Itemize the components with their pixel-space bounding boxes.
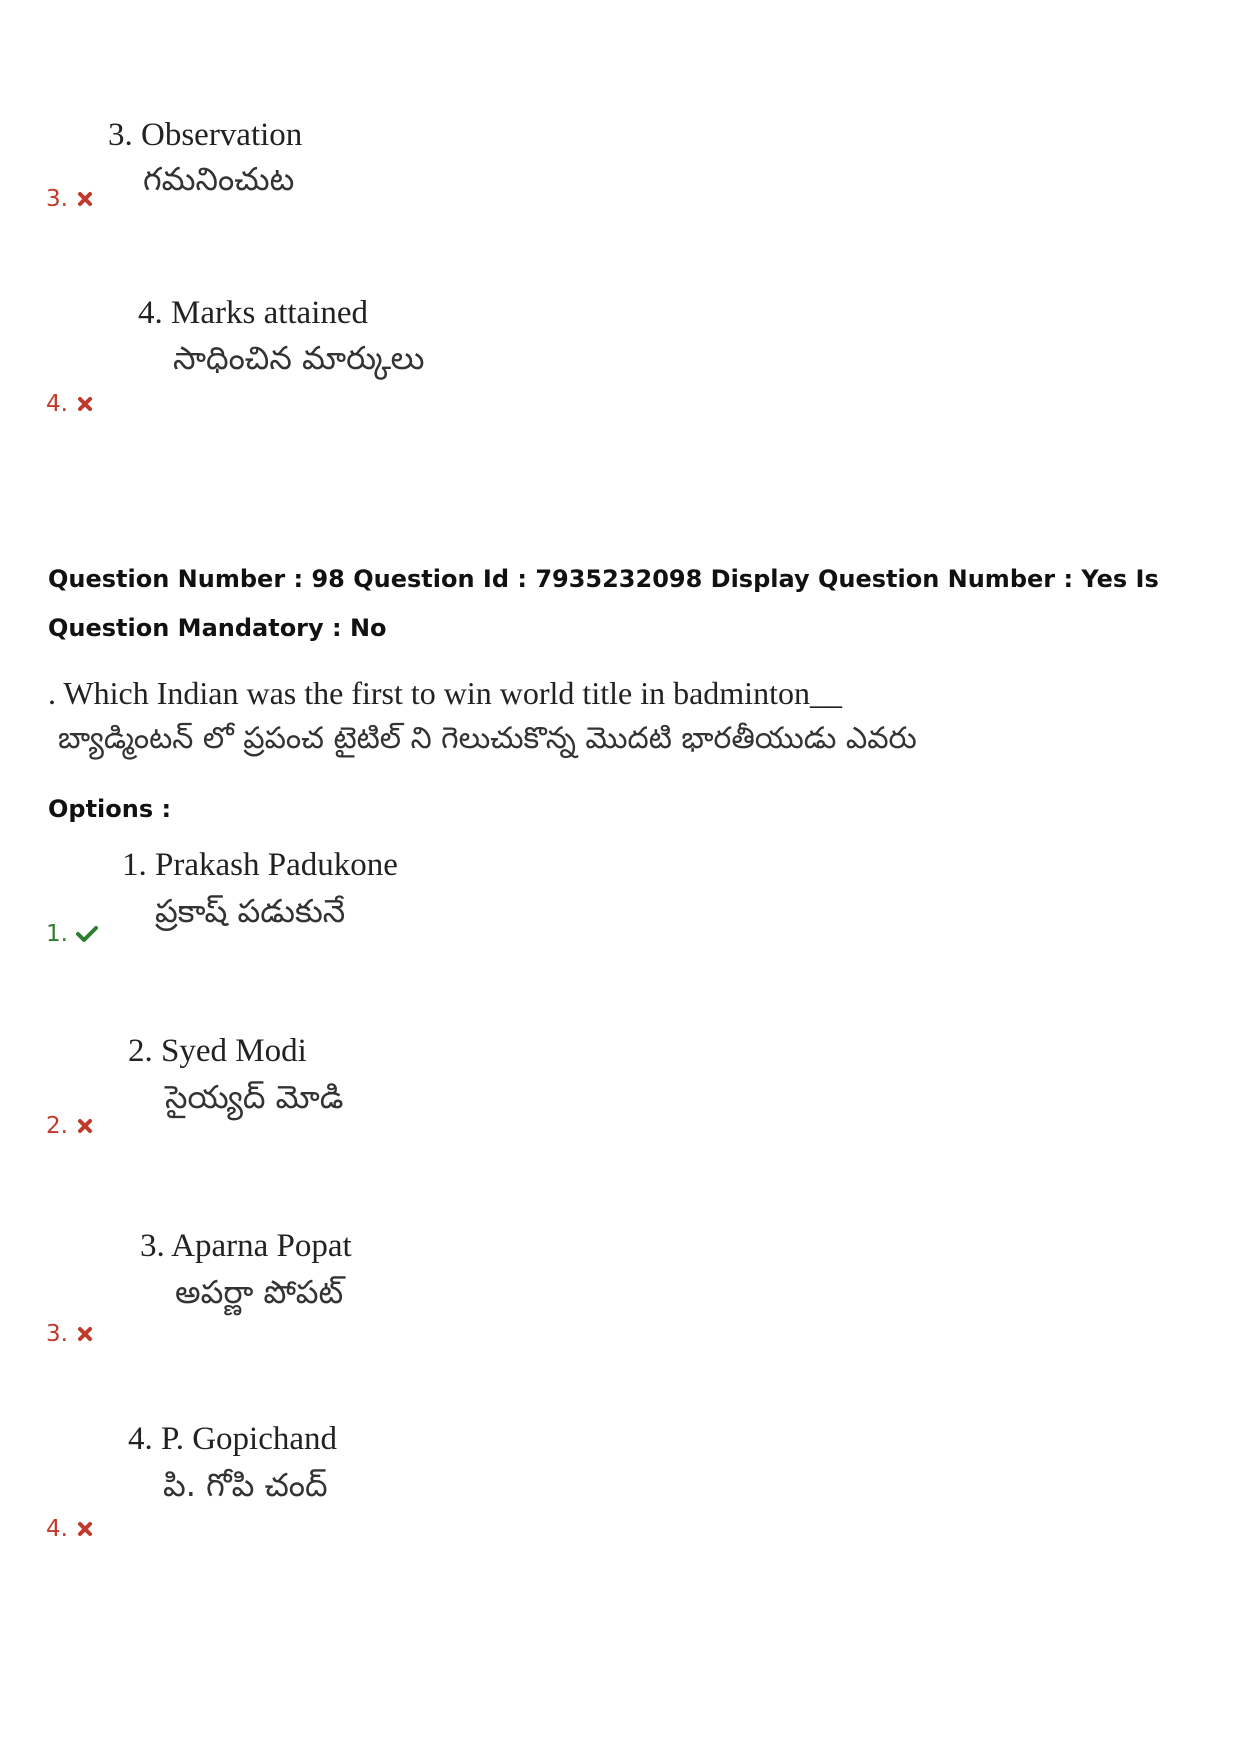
- option-number-label: 3.: [46, 1321, 68, 1347]
- option-telugu-text: ప్రకాష్ పడుకునే: [155, 892, 346, 930]
- check-icon: [76, 925, 94, 943]
- option-english-text: 3. Observation: [108, 117, 303, 153]
- cross-icon: [76, 1117, 94, 1135]
- option-telugu-text: సాధించిన మార్కులు: [173, 339, 425, 377]
- option-number-label: 1.: [46, 921, 68, 947]
- option-number-label: 4.: [46, 1516, 68, 1542]
- option-number: [46, 1112, 94, 1140]
- option-number: [46, 185, 94, 213]
- option-number: [46, 390, 94, 418]
- cross-icon: [76, 190, 94, 208]
- option-number: [46, 920, 94, 948]
- option-number-label: 3.: [46, 186, 68, 212]
- cross-icon: [76, 1520, 94, 1538]
- option-telugu-text: గమనించుట: [143, 160, 295, 198]
- option-telugu-text: పి. గోపి చంద్: [163, 1466, 328, 1504]
- option-english-text: 2. Syed Modi: [128, 1033, 307, 1069]
- options-label: Options :: [48, 795, 172, 823]
- option-english-text: 4. P. Gopichand: [128, 1421, 337, 1457]
- cross-icon: [76, 1325, 94, 1343]
- option-number: [46, 1320, 94, 1348]
- question-text-english: . Which Indian was the first to win world title in badminton__: [48, 675, 842, 711]
- option-telugu-text: సైయ్యద్ మోడి: [165, 1078, 344, 1116]
- option-english-text: 4. Marks attained: [138, 295, 369, 331]
- option-number-label: 2.: [46, 1113, 68, 1139]
- option-english-text: 3. Aparna Popat: [140, 1228, 352, 1264]
- question-text-telugu: బ్యాడ్మింటన్ లో ప్రపంచ టైటిల్ ని గెలుచుకొన్న మొదటి భారతీయుడు ఎవరు: [58, 721, 917, 756]
- option-number: [46, 1515, 94, 1543]
- option-number-label: 4.: [46, 391, 68, 417]
- cross-icon: [76, 395, 94, 413]
- option-english-text: 1. Prakash Padukone: [122, 847, 398, 883]
- question-meta: Question Number : 98 Question Id : 7935232098 Display Question Number : Yes Is Question Mandatory : No: [48, 565, 1159, 642]
- option-telugu-text: అపర్ణా పోపట్: [175, 1273, 344, 1311]
